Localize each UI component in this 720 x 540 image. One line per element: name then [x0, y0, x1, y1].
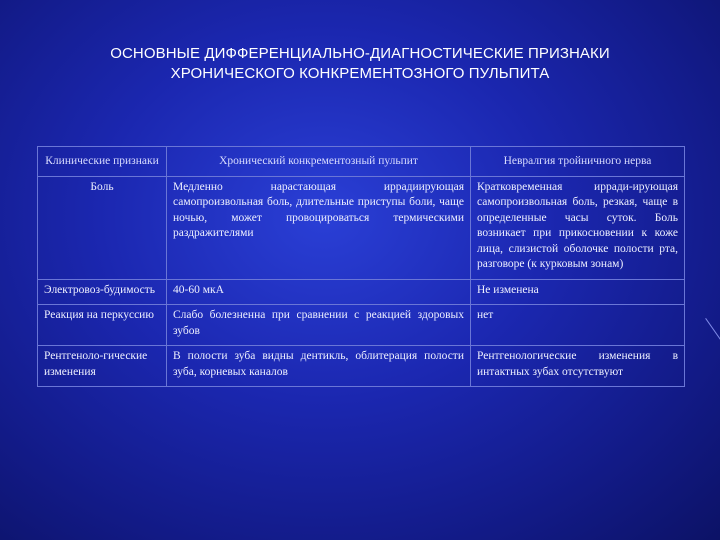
slide-title-line-2: ХРОНИЧЕСКОГО КОНКРЕМЕНТОЗНОГО ПУЛЬПИТА — [170, 65, 550, 82]
row-neuralgia: Кратковременная ирради-ирующая самопроизвольная боль, резкая, чаще в определенные часы суток. Боль возникает при прикосновении к коже лица, слизистой оболочке полости рта, разговоре (к курковым зонам) — [471, 176, 685, 279]
row-sign: Реакция на перкуссию — [38, 305, 167, 346]
slide-title — [0, 44, 720, 84]
diagnostic-table — [37, 146, 685, 387]
row-neuralgia: нет — [471, 305, 685, 346]
row-pulpitis: 40-60 мкА — [167, 279, 471, 305]
row-neuralgia: Рентгенологические изменения в интактных зубах отсутствуют — [471, 346, 685, 387]
table-row — [38, 176, 685, 279]
row-neuralgia: Не изменена — [471, 279, 685, 305]
row-sign: Рентгеноло-гические изменения — [38, 346, 167, 387]
decorative-line — [705, 318, 720, 346]
row-sign: Боль — [38, 176, 167, 279]
table-header-row — [38, 147, 685, 177]
table-row — [38, 305, 685, 346]
slide-title-line-1: ОСНОВНЫЕ ДИФФЕРЕНЦИАЛЬНО-ДИАГНОСТИЧЕСКИЕ ПРИЗНАКИ — [110, 45, 610, 62]
table-row — [38, 279, 685, 305]
header-pulpitis: Хронический конкрементозный пульпит — [167, 147, 471, 177]
header-neuralgia: Невралгия тройничного нерва — [471, 147, 685, 177]
row-pulpitis: Медленно нарастающая иррадиирующая самопроизвольная боль, длительные приступы боли, чаще ночью, может провоцироваться термическими раздражителями — [167, 176, 471, 279]
row-sign: Электровоз-будимость — [38, 279, 167, 305]
row-pulpitis: Слабо болезненна при сравнении с реакцией здоровых зубов — [167, 305, 471, 346]
row-pulpitis: В полости зуба видны дентикль, облитерация полости зуба, корневых каналов — [167, 346, 471, 387]
table-row — [38, 346, 685, 387]
header-clinical-signs: Клинические признаки — [38, 147, 167, 177]
